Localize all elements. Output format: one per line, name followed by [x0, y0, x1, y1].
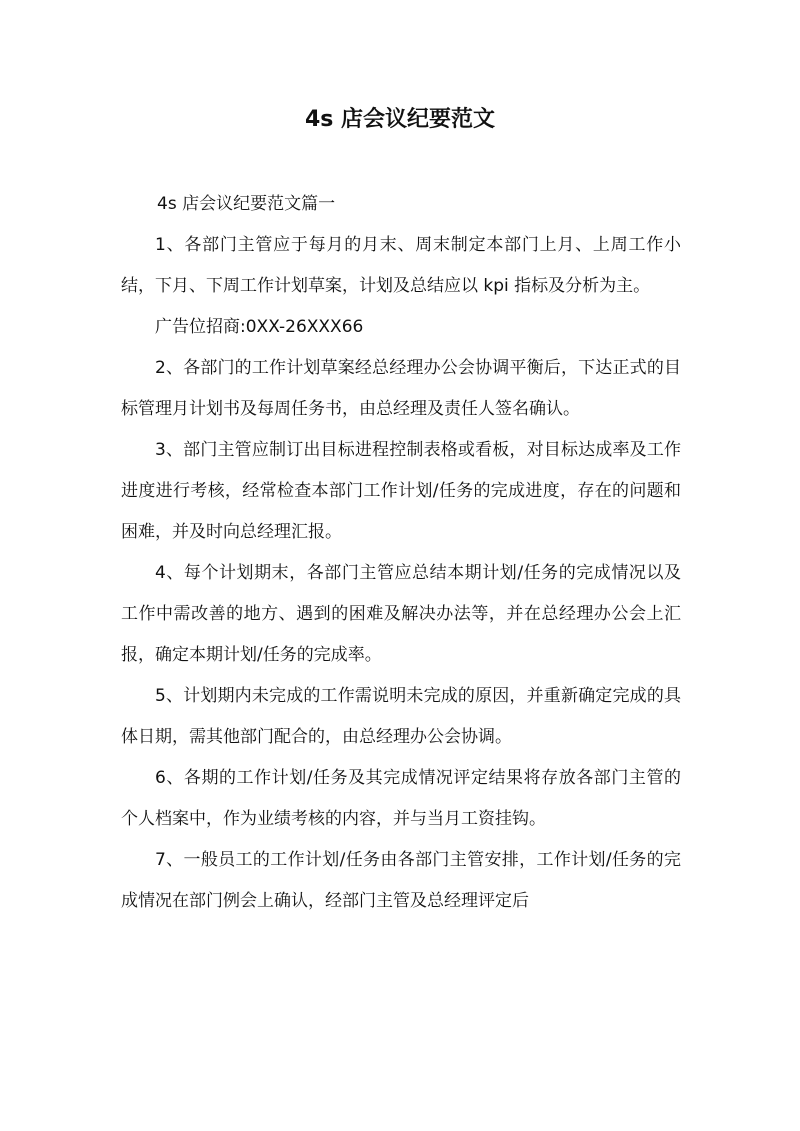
document-title: 4s 店会议纪要范文 — [304, 107, 496, 132]
document-body — [121, 184, 681, 922]
paragraph-item-5: 5、计划期内未完成的工作需说明未完成的原因，并重新确定完成的具体日期，需其他部门配合的，由总经理办公会协调。 — [121, 686, 681, 747]
paragraph-item-2: 2、各部门的工作计划草案经总经理办公会协调平衡后，下达正式的目标管理月计划书及每周任务书，由总经理及责任人签名确认。 — [121, 358, 681, 419]
paragraph-item-4: 4、每个计划期末，各部门主管应总结本期计划/任务的完成情况以及工作中需改善的地方、遇到的困难及解决办法等，并在总经理办公会上汇报，确定本期计划/任务的完成率。 — [121, 563, 681, 665]
paragraph-item-6: 6、各期的工作计划/任务及其完成情况评定结果将存放各部门主管的个人档案中，作为业绩考核的内容，并与当月工资挂钩。 — [121, 768, 681, 829]
paragraph-item-7: 7、一般员工的工作计划/任务由各部门主管安排，工作计划/任务的完成情况在部门例会上确认，经部门主管及总经理评定后 — [121, 850, 681, 911]
paragraph-item-1: 1、各部门主管应于每月的月末、周末制定本部门上月、上周工作小结，下月、下周工作计划草案，计划及总结应以 kpi 指标及分析为主。 — [121, 235, 681, 296]
paragraph-ad-contact: 广告位招商:0XX-26XXX66 — [155, 317, 364, 337]
paragraph-subtitle: 4s 店会议纪要范文篇一 — [157, 194, 336, 214]
paragraph-item-3: 3、部门主管应制订出目标进程控制表格或看板，对目标达成率及工作进度进行考核，经常检查本部门工作计划/任务的完成进度，存在的问题和困难，并及时向总经理汇报。 — [121, 440, 681, 542]
